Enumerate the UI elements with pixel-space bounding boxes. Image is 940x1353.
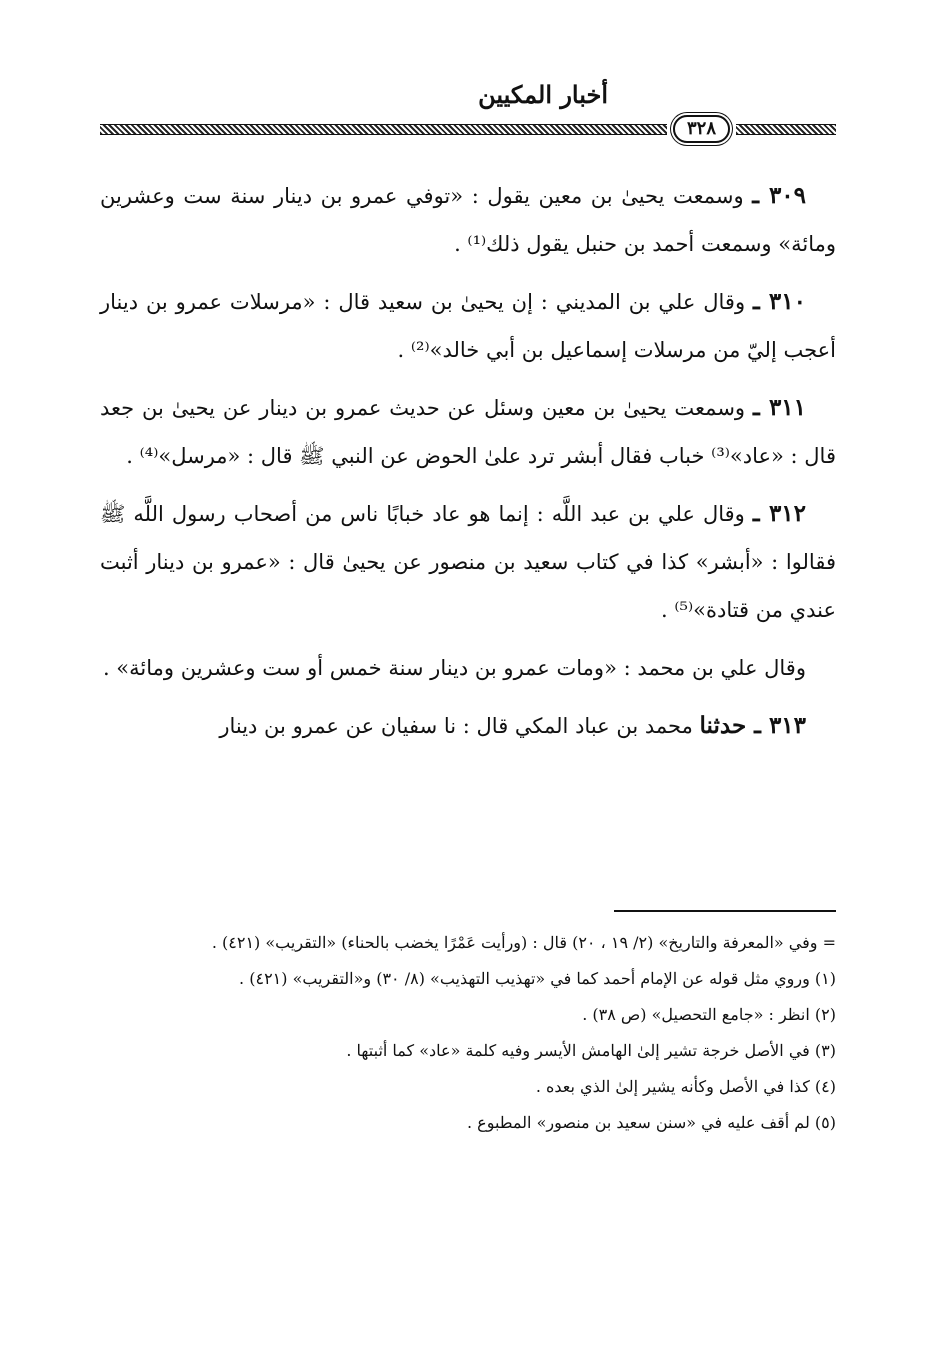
entry-312	[100, 490, 836, 634]
page-number: ٣٢٨	[673, 115, 730, 143]
footnote-continuation: = وفي «المعرفة والتاريخ» (٢/ ١٩ ، ٢٠) قال : (ورأيت عَمْرًا يخضب بالحناء) «التقريب» (٤٢١) .	[211, 933, 836, 952]
main-text	[100, 172, 836, 750]
entry-text: وسمعت يحيىٰ بن معين وسئل عن حديث عمرو بن دينار عن يحيىٰ بن جعد قال : «عاد»⁽³⁾ خباب فقال أبشر ترد علىٰ الحوض عن النبي ﷺ قال : «مرسل»⁽⁴⁾ .	[100, 396, 836, 468]
footnote-4: (٤) كذا في الأصل وكأنه يشير إلىٰ الذي بعده .	[535, 1077, 836, 1096]
header-rule-right	[736, 124, 836, 135]
page-header	[100, 80, 836, 150]
footnote-2: (٢) انظر : «جامع التحصيل» (ص ٣٨) .	[582, 1005, 836, 1024]
header-rule	[100, 116, 836, 142]
entry-text: وقال علي بن المديني : إن يحيىٰ بن سعيد قال : «مرسلات عمرو بن دينار أعجب إليّ من مرسلات إسماعيل بن أبي خالد»⁽²⁾ .	[100, 290, 836, 362]
footnote-1: (١) وروي مثل قوله عن الإمام أحمد كما في «تهذيب التهذيب» (٨/ ٣٠) و«التقريب» (٤٢١) .	[239, 969, 836, 988]
entry-number: ٣٠٩ ـ	[752, 182, 806, 209]
running-title: أخبار المكيين	[478, 80, 608, 109]
entry-number: ٣١٠ ـ	[752, 288, 806, 315]
entry-text: وقال علي بن عبد اللَّه : إنما هو عاد خبابًا ناس من أصحاب رسول اللَّه ﷺ فقالوا : «أبشر» كذا في كتاب سعيد بن منصور عن يحيىٰ قال : «عمرو بن دينار أثبت عندي من قتادة»⁽⁵⁾ .	[100, 502, 836, 622]
entry-312-continuation	[100, 644, 836, 692]
entry-number: ٣١٢ ـ	[752, 500, 806, 527]
entry-text: وقال علي بن محمد : «ومات عمرو بن دينار سنة خمس أو ست وعشرين ومائة» .	[102, 656, 806, 680]
entry-number: ٣١١ ـ	[752, 394, 806, 421]
footnote-5: (٥) لم أقف عليه في «سنن سعيد بن منصور» المطبوع .	[466, 1113, 836, 1132]
footnote-3: (٣) في الأصل خرجة تشير إلىٰ الهامش الأيسر وفيه كلمة «عاد» كما أثبتها .	[346, 1041, 836, 1060]
entry-313	[100, 702, 836, 750]
entry-311	[100, 384, 836, 480]
footnote-separator	[614, 910, 836, 912]
entry-310	[100, 278, 836, 374]
entry-text: محمد بن عباد المكي قال : نا سفيان عن عمرو بن دينار	[219, 714, 693, 738]
header-rule-left	[100, 124, 667, 135]
entry-number: ٣١٣ ـ حدثنا	[699, 712, 806, 739]
entry-309	[100, 172, 836, 268]
book-page	[100, 80, 836, 1132]
entry-text: وسمعت يحيىٰ بن معين يقول : «توفي عمرو بن دينار سنة ست وعشرين ومائة» وسمعت أحمد بن حنبل يقول ذلك⁽¹⁾ .	[100, 184, 836, 256]
footnotes	[100, 928, 836, 1144]
